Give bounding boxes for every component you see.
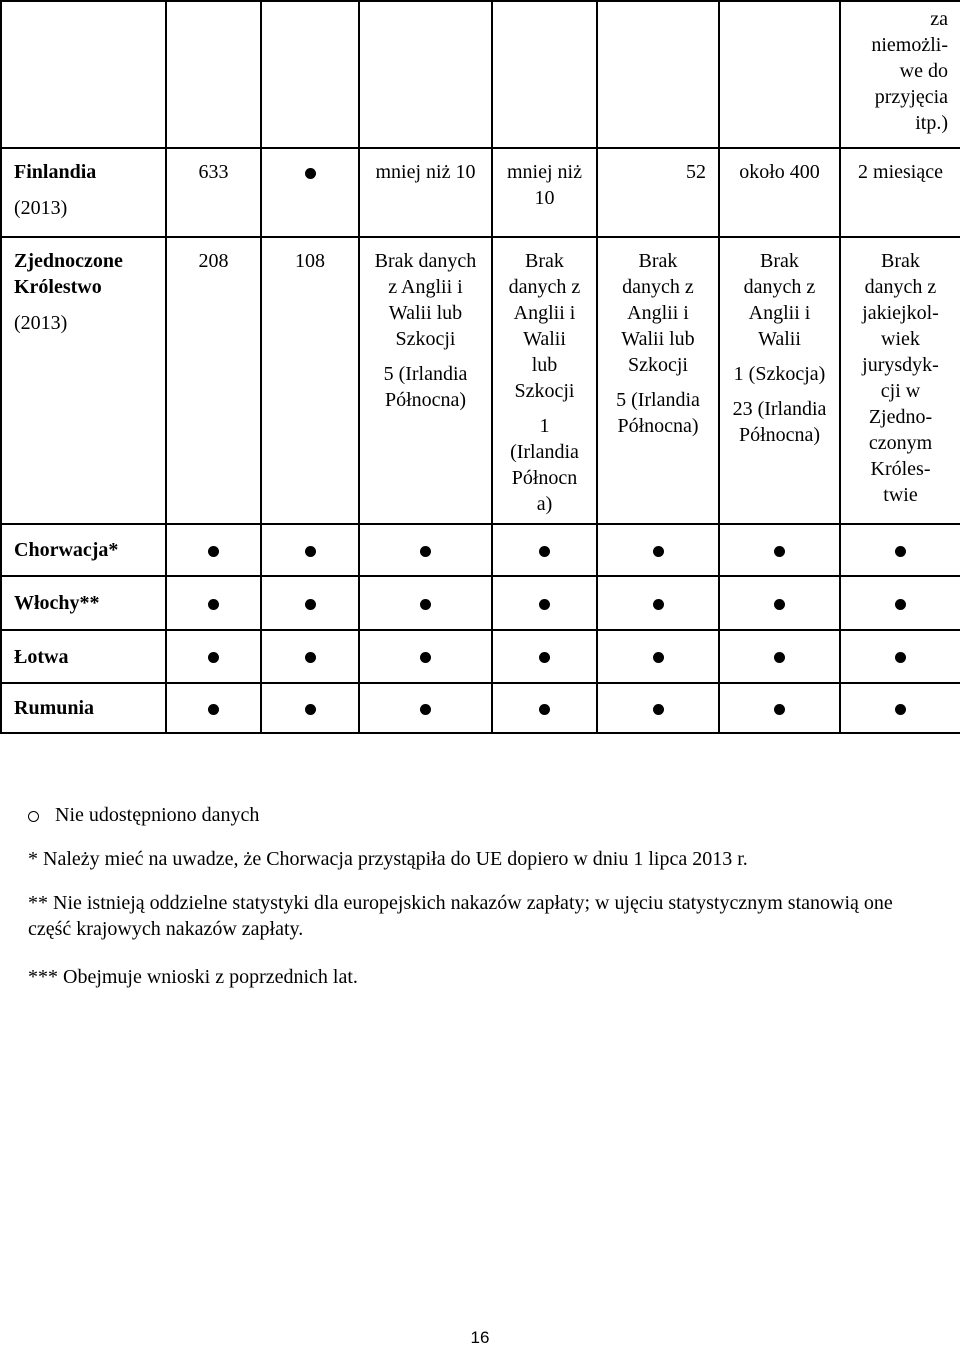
no-data-dot-icon <box>420 599 431 610</box>
no-data-dot-icon <box>895 599 906 610</box>
value-cell: 2 miesiące <box>840 148 960 237</box>
value-cell: 108 <box>261 237 359 524</box>
value-cell: 633 <box>166 148 261 237</box>
no-data-cell <box>597 576 719 630</box>
no-data-dot-icon <box>774 652 785 663</box>
table-row-uk <box>1 237 960 524</box>
no-data-cell <box>719 524 840 576</box>
page-number: 16 <box>470 1328 490 1347</box>
no-data-dot-icon <box>539 652 550 663</box>
footnotes <box>28 802 928 990</box>
value-cell: 52 <box>597 148 719 237</box>
no-data-dot-icon <box>774 704 785 715</box>
table-row-romania <box>1 683 960 733</box>
no-data-dot-icon <box>208 652 219 663</box>
country-cell: Finlandia (2013) <box>1 148 166 237</box>
cell-continued-text: za niemożli- we do przyjęcia itp.) <box>840 1 960 148</box>
value-cell: mniej niż 10 <box>359 148 492 237</box>
table-row-latvia <box>1 630 960 683</box>
no-data-dot-icon <box>895 704 906 715</box>
no-data-dot-icon <box>208 546 219 557</box>
value-cell: Brak danych z Anglii i Walii lub Szkocji 5 (Irlandia Północna) <box>359 237 492 524</box>
no-data-cell <box>597 630 719 683</box>
no-data-dot-icon <box>208 599 219 610</box>
cell-empty <box>166 1 261 148</box>
country-cell: Chorwacja* <box>1 524 166 576</box>
no-data-dot-icon <box>774 546 785 557</box>
value-cell: Brak danych z Anglii i Walii lub Szkocji 1 (Irlandia Północn a) <box>492 237 597 524</box>
no-data-cell <box>261 148 359 237</box>
country-cell: Włochy** <box>1 576 166 630</box>
no-data-dot-icon <box>208 704 219 715</box>
value-cell: Brak danych z jakiejkol- wiek jurysdyk- cji w Zjedno- czonym Króles- twie <box>840 237 960 524</box>
no-data-cell <box>359 630 492 683</box>
table-row-finland <box>1 148 960 237</box>
cell-empty <box>261 1 359 148</box>
no-data-dot-icon <box>653 704 664 715</box>
no-data-cell <box>840 576 960 630</box>
no-data-dot-icon <box>653 599 664 610</box>
no-data-cell <box>492 630 597 683</box>
no-data-dot-icon <box>420 704 431 715</box>
country-cell: Łotwa <box>1 630 166 683</box>
country-cell: Zjednoczone Królestwo (2013) <box>1 237 166 524</box>
cell-empty <box>719 1 840 148</box>
no-data-cell <box>166 683 261 733</box>
no-data-dot-icon <box>774 599 785 610</box>
no-data-cell <box>597 683 719 733</box>
footnote-previous-years: *** Obejmuje wnioski z poprzednich lat. <box>28 966 358 988</box>
no-data-cell <box>261 524 359 576</box>
value-cell: mniej niż 10 <box>492 148 597 237</box>
footnote-italy: ** Nie istnieją oddzielne statystyki dla europejskich nakazów zapłaty; w ujęciu statystycznym stanowią one część krajowych nakazów zapłaty. <box>28 892 893 940</box>
cell-empty <box>359 1 492 148</box>
legend-dot-icon <box>28 811 39 822</box>
no-data-dot-icon <box>539 546 550 557</box>
no-data-dot-icon <box>305 599 316 610</box>
no-data-cell <box>719 683 840 733</box>
country-cell: Rumunia <box>1 683 166 733</box>
no-data-cell <box>261 683 359 733</box>
no-data-cell <box>261 576 359 630</box>
value-cell: około 400 <box>719 148 840 237</box>
legend: Nie udostępniono danych <box>28 802 928 828</box>
no-data-cell <box>166 630 261 683</box>
no-data-dot-icon <box>895 546 906 557</box>
no-data-dot-icon <box>653 546 664 557</box>
no-data-cell <box>492 524 597 576</box>
no-data-cell <box>261 630 359 683</box>
no-data-dot-icon <box>420 652 431 663</box>
no-data-cell <box>359 576 492 630</box>
no-data-dot-icon <box>539 704 550 715</box>
no-data-cell <box>166 524 261 576</box>
no-data-cell <box>359 524 492 576</box>
no-data-dot-icon <box>895 652 906 663</box>
table-row-croatia <box>1 524 960 576</box>
no-data-dot-icon <box>653 652 664 663</box>
no-data-cell <box>840 683 960 733</box>
no-data-cell <box>597 524 719 576</box>
table-row-italy <box>1 576 960 630</box>
cell-empty <box>492 1 597 148</box>
no-data-cell <box>719 630 840 683</box>
table-row-top <box>1 1 960 148</box>
no-data-dot-icon <box>305 168 316 179</box>
no-data-cell <box>840 524 960 576</box>
no-data-cell <box>166 576 261 630</box>
value-cell: Brak danych z Anglii i Walii lub Szkocji 5 (Irlandia Północna) <box>597 237 719 524</box>
no-data-dot-icon <box>305 704 316 715</box>
no-data-dot-icon <box>305 652 316 663</box>
value-cell: Brak danych z Anglii i Walii 1 (Szkocja) 23 (Irlandia Północna) <box>719 237 840 524</box>
no-data-dot-icon <box>539 599 550 610</box>
no-data-cell <box>359 683 492 733</box>
no-data-dot-icon <box>305 546 316 557</box>
value-cell: 208 <box>166 237 261 524</box>
no-data-cell <box>492 576 597 630</box>
cell-empty <box>1 1 166 148</box>
no-data-cell <box>719 576 840 630</box>
no-data-dot-icon <box>420 546 431 557</box>
cell-empty <box>597 1 719 148</box>
footnote-croatia: * Należy mieć na uwadze, że Chorwacja przystąpiła do UE dopiero w dniu 1 lipca 2013 r. <box>28 848 748 870</box>
no-data-cell <box>492 683 597 733</box>
no-data-cell <box>840 630 960 683</box>
